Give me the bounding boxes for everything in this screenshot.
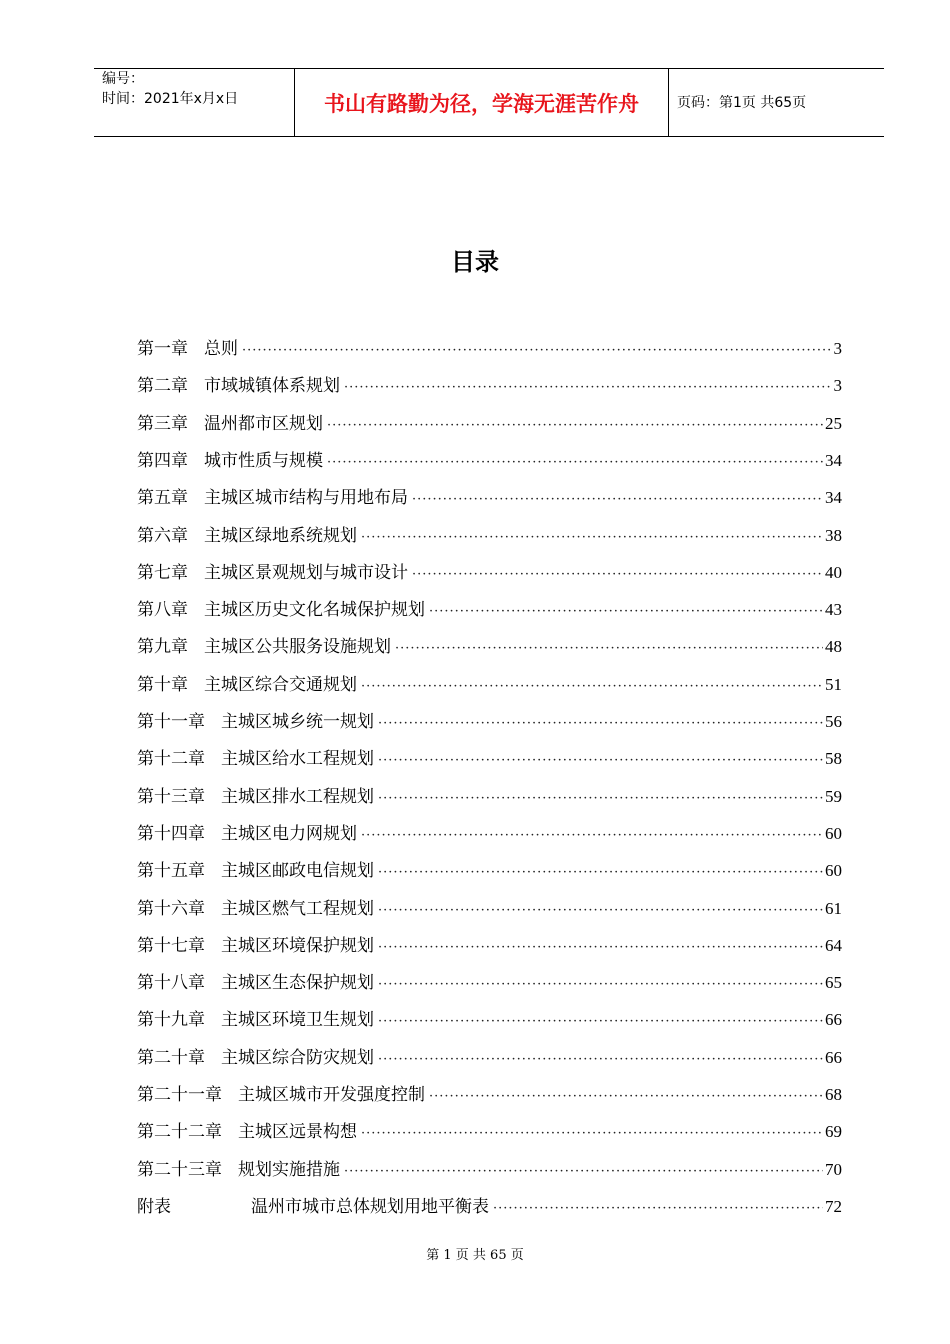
toc-entry[interactable]	[137, 1045, 842, 1071]
toc-chapter-number: 第十五章	[137, 861, 205, 882]
toc-leader-dots	[374, 748, 823, 774]
toc-entry[interactable]	[137, 896, 842, 922]
toc-entry[interactable]	[137, 485, 842, 511]
toc-chapter-number: 第十九章	[137, 1010, 205, 1031]
toc-entry[interactable]	[137, 709, 842, 735]
toc-leader-dots	[374, 1047, 823, 1073]
toc-leader-dots	[425, 1084, 823, 1110]
toc-page-number: 34	[825, 488, 842, 508]
toc-chapter-title: 主城区综合防灾规划	[221, 1047, 374, 1068]
toc-chapter-number: 附表	[137, 1196, 171, 1217]
toc-page-number: 58	[825, 749, 842, 769]
toc-leader-dots	[408, 487, 823, 513]
toc-chapter-title: 主城区绿地系统规划	[204, 525, 357, 546]
toc-chapter-number: 第二十章	[137, 1047, 205, 1068]
toc-entry[interactable]	[137, 597, 842, 623]
toc-page-number: 43	[825, 600, 842, 620]
toc-chapter-number: 第六章	[137, 525, 188, 546]
toc-entry[interactable]	[137, 821, 842, 847]
toc-page-number: 60	[825, 861, 842, 881]
toc-page-number: 48	[825, 637, 842, 657]
header-page-cell	[669, 69, 884, 136]
toc-chapter-title: 主城区排水工程规划	[221, 786, 374, 807]
toc-leader-dots	[374, 972, 823, 998]
toc-chapter-title: 主城区历史文化名城保护规划	[204, 600, 425, 621]
toc-entry[interactable]	[137, 1007, 842, 1033]
toc-chapter-number: 第二章	[137, 376, 188, 397]
toc-chapter-number: 第十三章	[137, 786, 205, 807]
toc-leader-dots	[374, 860, 823, 886]
toc-entry[interactable]	[137, 336, 842, 362]
toc-chapter-title: 温州市城市总体规划用地平衡表	[251, 1196, 489, 1217]
toc-chapter-number: 第二十三章	[137, 1159, 222, 1180]
header-motto: 书山有路勤为径，学海无涯苦作舟	[324, 91, 639, 116]
toc-chapter-number: 第十四章	[137, 823, 205, 844]
document-number-label: 编号：	[102, 71, 144, 87]
toc-chapter-title: 主城区城市开发强度控制	[238, 1085, 425, 1105]
toc-leader-dots	[323, 450, 823, 476]
toc-leader-dots	[357, 823, 823, 849]
toc-chapter-number: 第一章	[137, 339, 188, 359]
toc-chapter-title: 主城区电力网规划	[221, 823, 357, 844]
header-meta-cell	[94, 69, 295, 136]
toc-entry[interactable]	[137, 1119, 842, 1145]
toc-entry[interactable]	[137, 373, 842, 399]
toc-entry[interactable]	[137, 746, 842, 772]
toc-chapter-title: 市域城镇体系规划	[204, 376, 340, 397]
toc-leader-dots	[489, 1196, 823, 1222]
toc-entry[interactable]	[137, 1157, 842, 1183]
toc-entry[interactable]	[137, 784, 842, 810]
toc-leader-dots	[357, 674, 823, 700]
toc-entry[interactable]	[137, 634, 842, 660]
toc-chapter-number: 第十八章	[137, 973, 205, 994]
toc-page-number: 60	[825, 823, 842, 843]
toc-chapter-title: 主城区综合交通规划	[204, 674, 357, 695]
toc-chapter-title: 主城区给水工程规划	[221, 749, 374, 770]
header-page-code: 页码：第1页 共65页	[677, 95, 807, 111]
toc-chapter-number: 第八章	[137, 600, 188, 621]
toc-chapter-title: 主城区环境保护规划	[221, 935, 374, 956]
toc-leader-dots	[238, 338, 832, 364]
toc-chapter-number: 第四章	[137, 450, 188, 471]
toc-page-number: 61	[825, 898, 842, 918]
toc-chapter-title: 主城区环境卫生规划	[221, 1010, 374, 1031]
toc-page-number: 51	[825, 674, 842, 694]
toc-page-number: 40	[825, 562, 842, 582]
toc-leader-dots	[340, 1159, 823, 1185]
toc-chapter-number: 第七章	[137, 562, 188, 583]
toc-chapter-number: 第二十一章	[137, 1085, 222, 1105]
toc-chapter-number: 第九章	[137, 637, 188, 658]
toc-entry[interactable]	[137, 560, 842, 586]
toc-page-number: 66	[825, 1047, 842, 1067]
toc-leader-dots	[408, 562, 823, 588]
toc-chapter-title: 主城区邮政电信规划	[221, 861, 374, 882]
toc-chapter-title: 主城区景观规划与城市设计	[204, 562, 408, 583]
document-time-label: 时间：2021年x月x日	[102, 91, 239, 107]
toc-page-number: 66	[825, 1010, 842, 1030]
toc-leader-dots	[425, 599, 823, 625]
toc-entry[interactable]	[137, 1082, 842, 1108]
toc-leader-dots	[374, 1009, 823, 1035]
toc-chapter-title: 主城区燃气工程规划	[221, 898, 374, 919]
toc-page-number: 69	[825, 1122, 842, 1142]
toc-leader-dots	[374, 898, 823, 924]
toc-page-number: 72	[825, 1196, 842, 1216]
header-motto-cell	[295, 69, 669, 136]
toc-leader-dots	[374, 935, 823, 961]
toc-page-number: 65	[825, 973, 842, 993]
toc-chapter-title: 主城区生态保护规划	[221, 973, 374, 994]
toc-entry[interactable]	[137, 523, 842, 549]
toc-entry[interactable]	[137, 933, 842, 959]
toc-leader-dots	[323, 413, 823, 439]
toc-chapter-title: 主城区城市结构与用地布局	[204, 488, 408, 509]
toc-entry[interactable]	[137, 448, 842, 474]
toc-chapter-number: 第三章	[137, 413, 188, 434]
toc-page-number: 3	[833, 376, 842, 396]
toc-chapter-title: 城市性质与规模	[204, 450, 323, 471]
toc-chapter-number: 第十六章	[137, 898, 205, 919]
toc-leader-dots	[340, 375, 832, 401]
toc-leader-dots	[357, 525, 823, 551]
toc-leader-dots	[357, 1121, 823, 1147]
page-header	[94, 68, 884, 137]
toc-page-number: 34	[825, 450, 842, 470]
toc-leader-dots	[374, 711, 823, 737]
toc-page-number: 59	[825, 786, 842, 806]
toc-chapter-number: 第五章	[137, 488, 188, 509]
toc-entry[interactable]	[137, 672, 842, 698]
page-footer: 第 1 页 共 65 页	[426, 1248, 524, 1263]
toc-page-number: 3	[833, 339, 842, 358]
toc-entry[interactable]	[137, 411, 842, 437]
toc-entry[interactable]	[137, 858, 842, 884]
toc-chapter-title: 规划实施措施	[238, 1159, 340, 1180]
toc-chapter-number: 第十章	[137, 674, 188, 695]
toc-page-number: 64	[825, 935, 842, 955]
toc-entry[interactable]	[137, 1194, 842, 1220]
toc-page-number: 25	[825, 413, 842, 433]
toc-page-number: 70	[825, 1159, 842, 1179]
toc-page-number: 56	[825, 712, 842, 731]
page-title: 目录	[451, 248, 499, 276]
toc-chapter-title: 主城区远景构想	[238, 1122, 357, 1143]
toc-page-number: 38	[825, 525, 842, 545]
toc-chapter-title: 总则	[204, 339, 238, 359]
toc-entry[interactable]	[137, 970, 842, 996]
toc-chapter-number: 第十一章	[137, 712, 205, 732]
toc-chapter-number: 第十二章	[137, 749, 205, 770]
toc-leader-dots	[374, 786, 823, 812]
toc-page-number: 68	[825, 1085, 842, 1104]
toc-chapter-title: 温州都市区规划	[204, 413, 323, 434]
toc-chapter-number: 第十七章	[137, 935, 205, 956]
toc-chapter-title: 主城区公共服务设施规划	[204, 637, 391, 658]
toc-chapter-title: 主城区城乡统一规划	[221, 712, 374, 732]
toc-chapter-number: 第二十二章	[137, 1122, 222, 1143]
toc-leader-dots	[391, 636, 823, 662]
